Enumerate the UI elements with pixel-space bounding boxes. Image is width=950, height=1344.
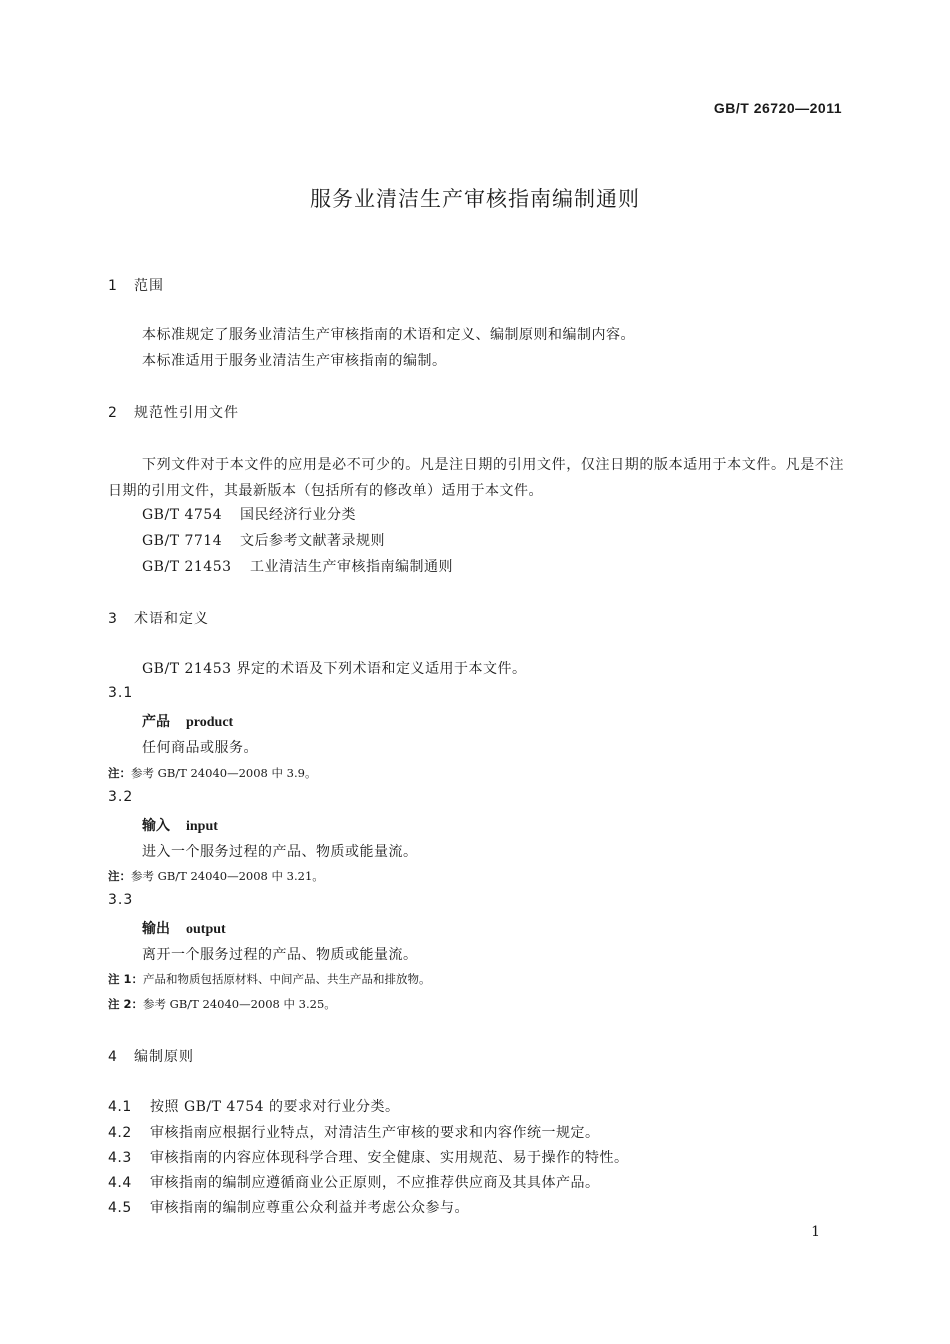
term-number: 3.2 [108,789,134,805]
term-english: output [186,922,226,937]
reference-item [142,504,356,524]
principle-number: 4.1 [108,1099,132,1115]
principle-item [108,1147,629,1167]
reference-item [142,556,453,576]
principle-item [108,1172,600,1192]
terms-intro-paragraph: GB/T 21453 界定的术语及下列术语和定义适用于本文件。 [142,661,527,677]
term-number: 3.1 [108,685,134,701]
note-label: 注 1： [108,972,144,986]
note-text: 参考 GB/T 24040—2008 中 3.25。 [143,997,336,1011]
term-heading [142,815,218,835]
principle-item [108,1122,600,1142]
term-english: product [186,715,234,730]
reference-code: GB/T 4754 [142,507,223,523]
note-text: 参考 GB/T 24040—2008 中 3.21。 [131,869,324,883]
section-number: 1 [108,278,117,294]
term-definition: 进入一个服务过程的产品、物质或能量流。 [142,844,418,860]
scope-paragraph-1: 本标准规定了服务业清洁生产审核指南的术语和定义、编制原则和编制内容。 [142,327,635,343]
section-heading-principles [108,1046,194,1066]
note-text: 参考 GB/T 24040—2008 中 3.9。 [131,766,317,780]
scope-paragraph-2: 本标准适用于服务业清洁生产审核指南的编制。 [142,353,447,369]
section-heading-normative-references [108,402,239,422]
section-title: 术语和定义 [134,611,209,627]
note-label: 注： [108,869,131,883]
term-heading [142,711,233,731]
section-heading-terms [108,608,209,628]
reference-item [142,530,385,550]
term-definition: 离开一个服务过程的产品、物质或能量流。 [142,947,418,963]
principle-text: 审核指南应根据行业特点，对清洁生产审核的要求和内容作统一规定。 [150,1125,600,1141]
term-number: 3.3 [108,892,134,908]
term-note [108,971,431,987]
normative-intro-paragraph: 下列文件对于本文件的应用是必不可少的。凡是注日期的引用文件，仅注日期的版本适用于本文件。凡是不注日期的引用文件，其最新版本（包括所有的修改单）适用于本文件。 [108,457,844,499]
reference-title: 工业清洁生产审核指南编制通则 [250,559,453,575]
standard-code: GB/T 26720—2011 [713,100,842,116]
principle-number: 4.5 [108,1200,132,1216]
term-chinese: 输入 [142,818,170,834]
section-number: 2 [108,405,117,421]
term-english: input [186,819,218,834]
principle-text: 审核指南的编制应遵循商业公正原则，不应推荐供应商及其具体产品。 [150,1175,600,1191]
note-label: 注 2： [108,997,144,1011]
principle-number: 4.4 [108,1175,132,1191]
page-number: 1 [811,1224,820,1240]
term-note [108,996,336,1012]
term-note [108,765,316,781]
principle-number: 4.2 [108,1125,132,1141]
note-label: 注： [108,766,131,780]
reference-code: GB/T 7714 [142,533,223,549]
document-title: 服务业清洁生产审核指南编制通则 [310,187,640,211]
reference-title: 国民经济行业分类 [240,507,356,523]
term-heading [142,918,226,938]
reference-title: 文后参考文献著录规则 [240,533,385,549]
section-title: 规范性引用文件 [134,405,239,421]
principle-text: 审核指南的编制应尊重公众利益并考虑公众参与。 [150,1200,469,1216]
note-text: 产品和物质包括原材料、中间产品、共生产品和排放物。 [143,972,431,986]
section-number: 3 [108,611,117,627]
term-definition: 任何商品或服务。 [142,740,258,756]
principle-item [108,1197,469,1217]
principle-item [108,1096,400,1116]
principle-number: 4.3 [108,1150,132,1166]
term-note [108,868,324,884]
principle-text: 按照 GB/T 4754 的要求对行业分类。 [150,1099,400,1115]
reference-code: GB/T 21453 [142,559,232,575]
term-chinese: 产品 [142,714,170,730]
section-title: 范围 [134,278,164,294]
section-heading-scope [108,275,164,295]
section-number: 4 [108,1049,117,1065]
section-title: 编制原则 [134,1049,194,1065]
principle-text: 审核指南的内容应体现科学合理、安全健康、实用规范、易于操作的特性。 [150,1150,629,1166]
term-chinese: 输出 [142,921,170,937]
